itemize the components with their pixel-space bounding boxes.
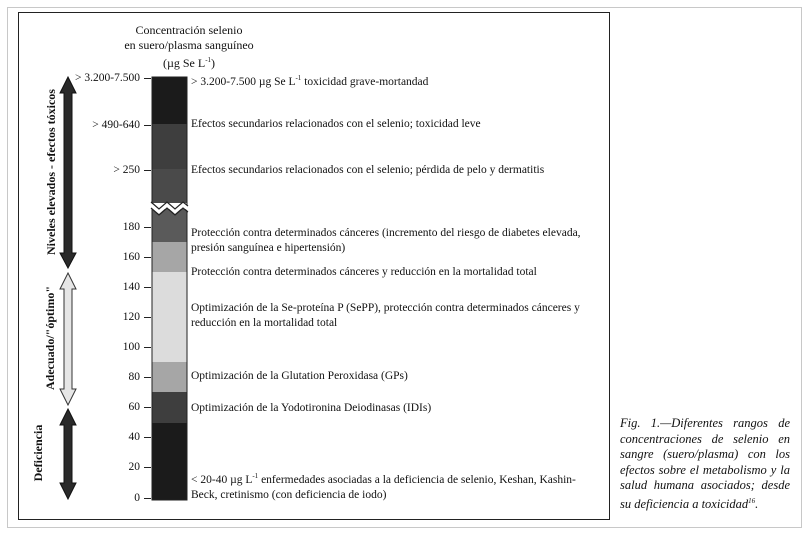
header-line-3: (µg Se $L^{-1}$) — [162, 56, 216, 70]
tick-100 — [144, 347, 151, 348]
tick-80 — [144, 377, 151, 378]
tick-0 — [144, 498, 151, 499]
tick-160 — [144, 257, 151, 258]
desc-cancer-diabetes: Protección contra determinados cánceres (incremento del riesgo de diabetes elevada, presión sanguínea e hipertensión) — [191, 227, 581, 254]
tick-490-640 — [144, 125, 151, 126]
tick-3200-7500 — [144, 78, 151, 79]
scale-label-60: 60 — [128, 401, 140, 413]
tick-60 — [144, 407, 151, 408]
scale-label-250: > 250 — [113, 164, 140, 176]
desc-severe-toxicity: > 3.200-7.500 µg Se $L^{-1}$ toxicidad grave-mortandad — [191, 74, 429, 88]
header-line-1: Concentración selenio — [135, 23, 243, 37]
scale-label-3200-7500: > 3.200-7.500 — [75, 72, 140, 84]
tick-180 — [144, 227, 151, 228]
side-label-deficiency: Deficiencia — [31, 424, 45, 482]
tick-20 — [144, 467, 151, 468]
side-label-high-toxic: Niveles elevados - efectos tóxicos — [44, 89, 58, 255]
scale-label-140: 140 — [122, 281, 140, 293]
scale-label-80: 80 — [128, 371, 140, 383]
scale-label-20: 20 — [128, 461, 140, 473]
desc-mild-toxicity: Efectos secundarios relacionados con el selenio; toxicidad leve — [191, 118, 481, 130]
scale-label-100: 100 — [122, 341, 140, 353]
desc-hair-loss: Efectos secundarios relacionados con el selenio; pérdida de pelo y dermatitis — [191, 164, 545, 176]
scale-label-490-640: > 490-640 — [92, 119, 140, 131]
tick-120 — [144, 317, 151, 318]
desc-sepp: Optimización de la Se-proteína P (SePP), protección contra determinados cánceres y reducción en la mortalidad total — [191, 302, 580, 329]
scale-label-40: 40 — [128, 431, 140, 443]
scale-label-120: 120 — [122, 311, 140, 323]
scale-label-180: 180 — [122, 221, 140, 233]
scale-label-160: 160 — [122, 251, 140, 263]
header-line-2: en suero/plasma sanguíneo — [124, 38, 254, 52]
desc-deficiency: < 20-40 µg $L^{-1}$ enfermedades asociadas a la deficiencia de selenio, Keshan, Kashin-Beck, cretinismo (con deficiencia de iodo) — [191, 472, 576, 501]
scale-label-0: 0 — [134, 492, 140, 504]
desc-cancer-mortality: Protección contra determinados cánceres y reducción en la mortalidad total — [191, 266, 537, 278]
column-outline — [152, 77, 187, 500]
desc-idi: Optimización de la Yodotironina Deiodinasas (IDIs) — [191, 402, 432, 414]
side-label-adequate: Adecuado/"óptimo" — [43, 286, 57, 390]
tick-40 — [144, 437, 151, 438]
diagram-panel — [18, 12, 610, 520]
figure-caption: Fig. 1.—Diferentes rangos de concentraciones de selenio en sangre (suero/plasma) con los efectos sobre el metabolismo y la salud humana asociados; desde su deficiencia a toxicidad$^{16}$. — [620, 416, 790, 511]
tick-140 — [144, 287, 151, 288]
desc-gpx: Optimización de la Glutation Peroxidasa (GPs) — [191, 370, 408, 382]
arrow-deficiency — [60, 409, 76, 499]
tick-250 — [144, 170, 151, 171]
